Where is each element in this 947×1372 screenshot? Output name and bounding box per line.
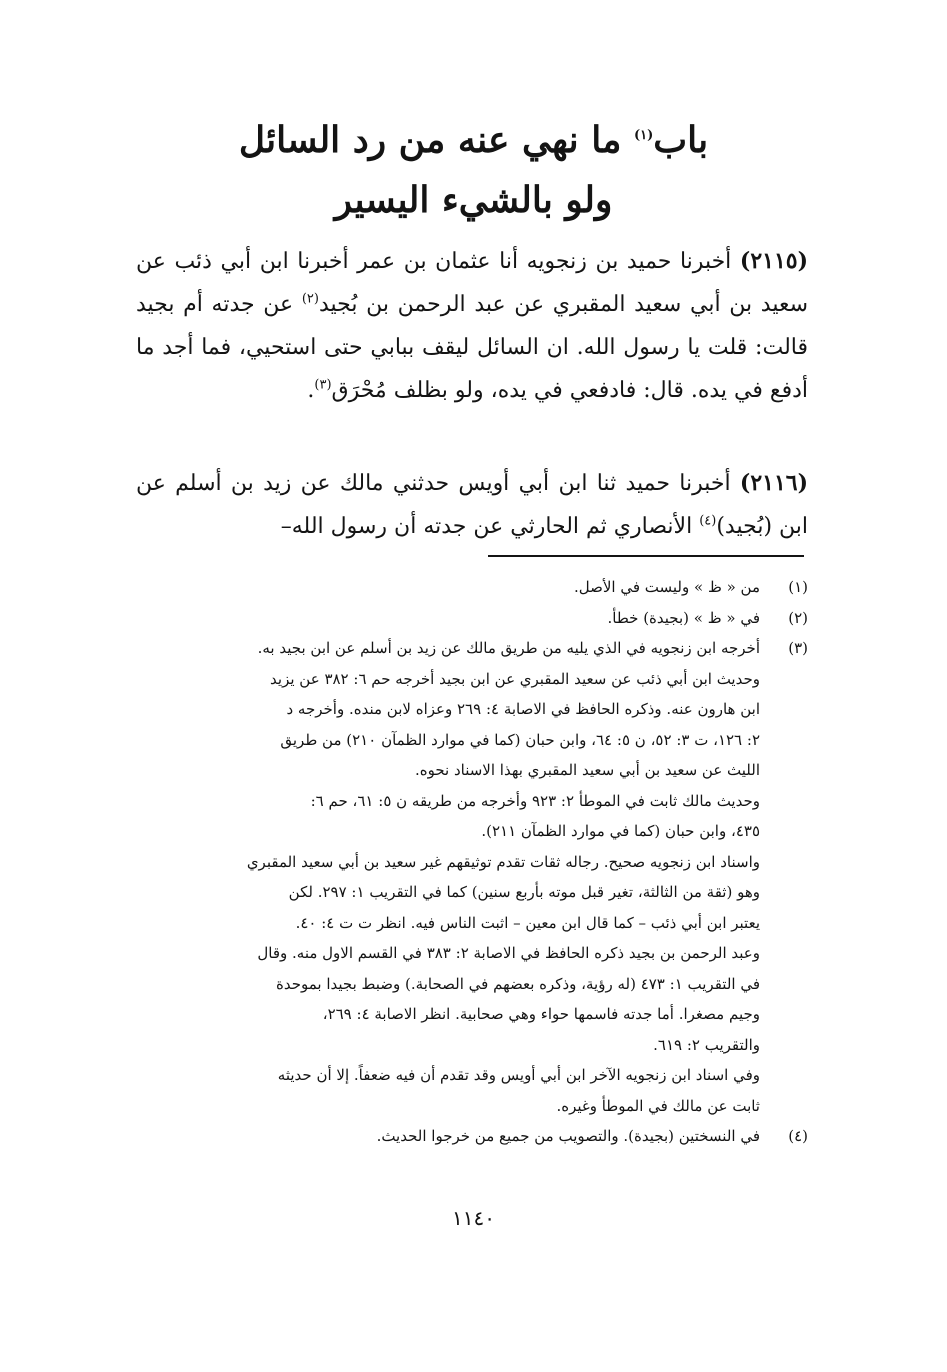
footnote-line: والتقريب ٢: ٦١٩.: [653, 1035, 760, 1054]
footnote-line: من « ظ » وليست في الأصل.: [574, 578, 760, 596]
footnote-line: أخرجه ابن زنجويه في الذي يليه من طريق مالك عن زيد بن أسلم عن ابن بجيد به.: [257, 639, 760, 657]
footnote-line: واسناد ابن زنجويه صحيح. رجاله ثقات تقدم توثيقهم غير سعيد بن أبي سعيد المقبري: [246, 852, 760, 871]
hadith-text: .: [307, 378, 315, 403]
footnote-divider: [488, 555, 804, 557]
footnote-line: ثابت عن مالك في الموطأ وغيره.: [556, 1096, 760, 1115]
footnote-ref-3: (٣): [314, 377, 332, 393]
footnote-line: وحديث مالك ثابت في الموطأ ٢: ٩٢٣ وأخرجه من طريقه ن ٥: ٦١، حم ٦:: [310, 791, 760, 810]
hadith-text: الأنصاري ثم الحارثي عن جدته أن رسول الله–: [280, 514, 700, 539]
footnote-line: وعبد الرحمن بن بجيد ذكره الحافظ في الاصابة ٢: ٣٨٣ في القسم الاول منه. وقال: [257, 944, 760, 962]
footnote-1: [136, 572, 808, 603]
hadith-text: أخبرنا حميد بن زنجويه أنا عثمان بن عمر أخبرنا ابن أبي ذئب عن سعيد بن أبي سعيد المقبري عن عبد الرحمن بن بُجيد: [136, 249, 808, 317]
footnote-body: [136, 572, 760, 603]
footnote-line: في « ظ » (بجيدة) خطأ.: [607, 608, 760, 627]
footnote-line: الليث عن سعيد بن أبي سعيد المقبري بهذا الاسناد نحوه.: [414, 761, 760, 779]
hadith-2115: [136, 240, 808, 412]
footnote-line: يعتبر ابن أبي ذئب – كما قال ابن معين – اثبت الناس فيه. انظر ت ت ٤: ٤٠.: [295, 913, 760, 932]
hadith-number: (٢١١٥): [739, 248, 808, 274]
footnote-mark: (٣): [788, 639, 808, 657]
footnote-4: [136, 1121, 808, 1152]
footnote-ref-1: (١): [633, 128, 654, 143]
hadith-text: أخبرنا حميد ثنا ابن أبي أويس حدثني مالك عن زيد بن أسلم عن ابن (بُجيد): [136, 471, 808, 539]
footnote-ref-2: (٢): [301, 291, 319, 307]
footnote-body: [136, 1121, 760, 1152]
chapter-title-line-2: ولو بالشيء اليسير: [334, 179, 613, 221]
footnote-line: وهو (ثقة من الثالثة، تغير قبل موته بأربع سنين) كما في التقريب ١: ٢٩٧. لكن: [288, 883, 760, 901]
footnote-mark: (١): [788, 578, 808, 596]
footnote-line: في النسختين (بجيدة). والتصويب من جميع من خرجوا الحديث.: [376, 1127, 760, 1145]
footnote-mark: (٢): [788, 608, 808, 627]
footnote-line: ٢: ١٢٦، ت ٣: ٥٢، ن ٥: ٦٤، وابن حبان (كما في موارد الظمآن ٢١٠) من طريق: [280, 730, 760, 749]
chapter-title-line-1: [140, 112, 807, 168]
footnotes: [136, 572, 808, 1152]
page-number: ١١٤٠: [452, 1206, 495, 1230]
footnote-line: وجيم مصغرا. أما جدته فاسمها حواء وهي صحابية. انظر الاصابة ٤: ٢٦٩،: [322, 1005, 760, 1023]
footnote-mark: (٤): [788, 1127, 808, 1145]
footnote-line: وحديث ابن أبي ذئب عن سعيد المقبري عن ابن بجيد أخرجه حم ٦: ٣٨٢ عن يزيد: [270, 669, 760, 688]
footnote-body: [136, 633, 760, 1121]
footnote-ref-4: (٤): [699, 513, 717, 529]
footnote-line: ٤٣٥، وابن حبان (كما في موارد الظمآن ٢١١).: [481, 822, 760, 840]
hadith-2116: [136, 462, 808, 548]
chapter-title-word: باب: [653, 119, 709, 161]
hadith-number: (٢١١٦): [739, 470, 808, 496]
chapter-title-rest: ما نهي عنه من رد السائل: [238, 119, 634, 161]
footnote-line: وفي اسناد ابن زنجويه الآخر ابن أبي أويس وقد تقدم أن فيه ضعفاً. إلا أن حديثه: [277, 1066, 760, 1084]
footnote-line: ابن هارون عنه. وذكره الحافظ في الاصابة ٤: ٢٦٩ وعزاه لابن منده. وأخرجه د: [286, 700, 760, 718]
hadith-text: عن جدته أم بجيد قالت: قلت يا رسول الله. ان السائل ليقف ببابي حتى استحيي، فما أجد ما أدفع في يده. قال: فادفعي في يده، ولو بظلف مُحْرَق: [136, 292, 808, 403]
footnote-body: [136, 603, 760, 634]
footnote-3: [136, 633, 808, 1121]
footnote-line: في التقريب ١: ٤٧٣ (له رؤية، وذكره بعضهم في الصحابة.) وضبط بجيدا بموحدة: [275, 974, 760, 993]
footnote-2: [136, 603, 808, 634]
